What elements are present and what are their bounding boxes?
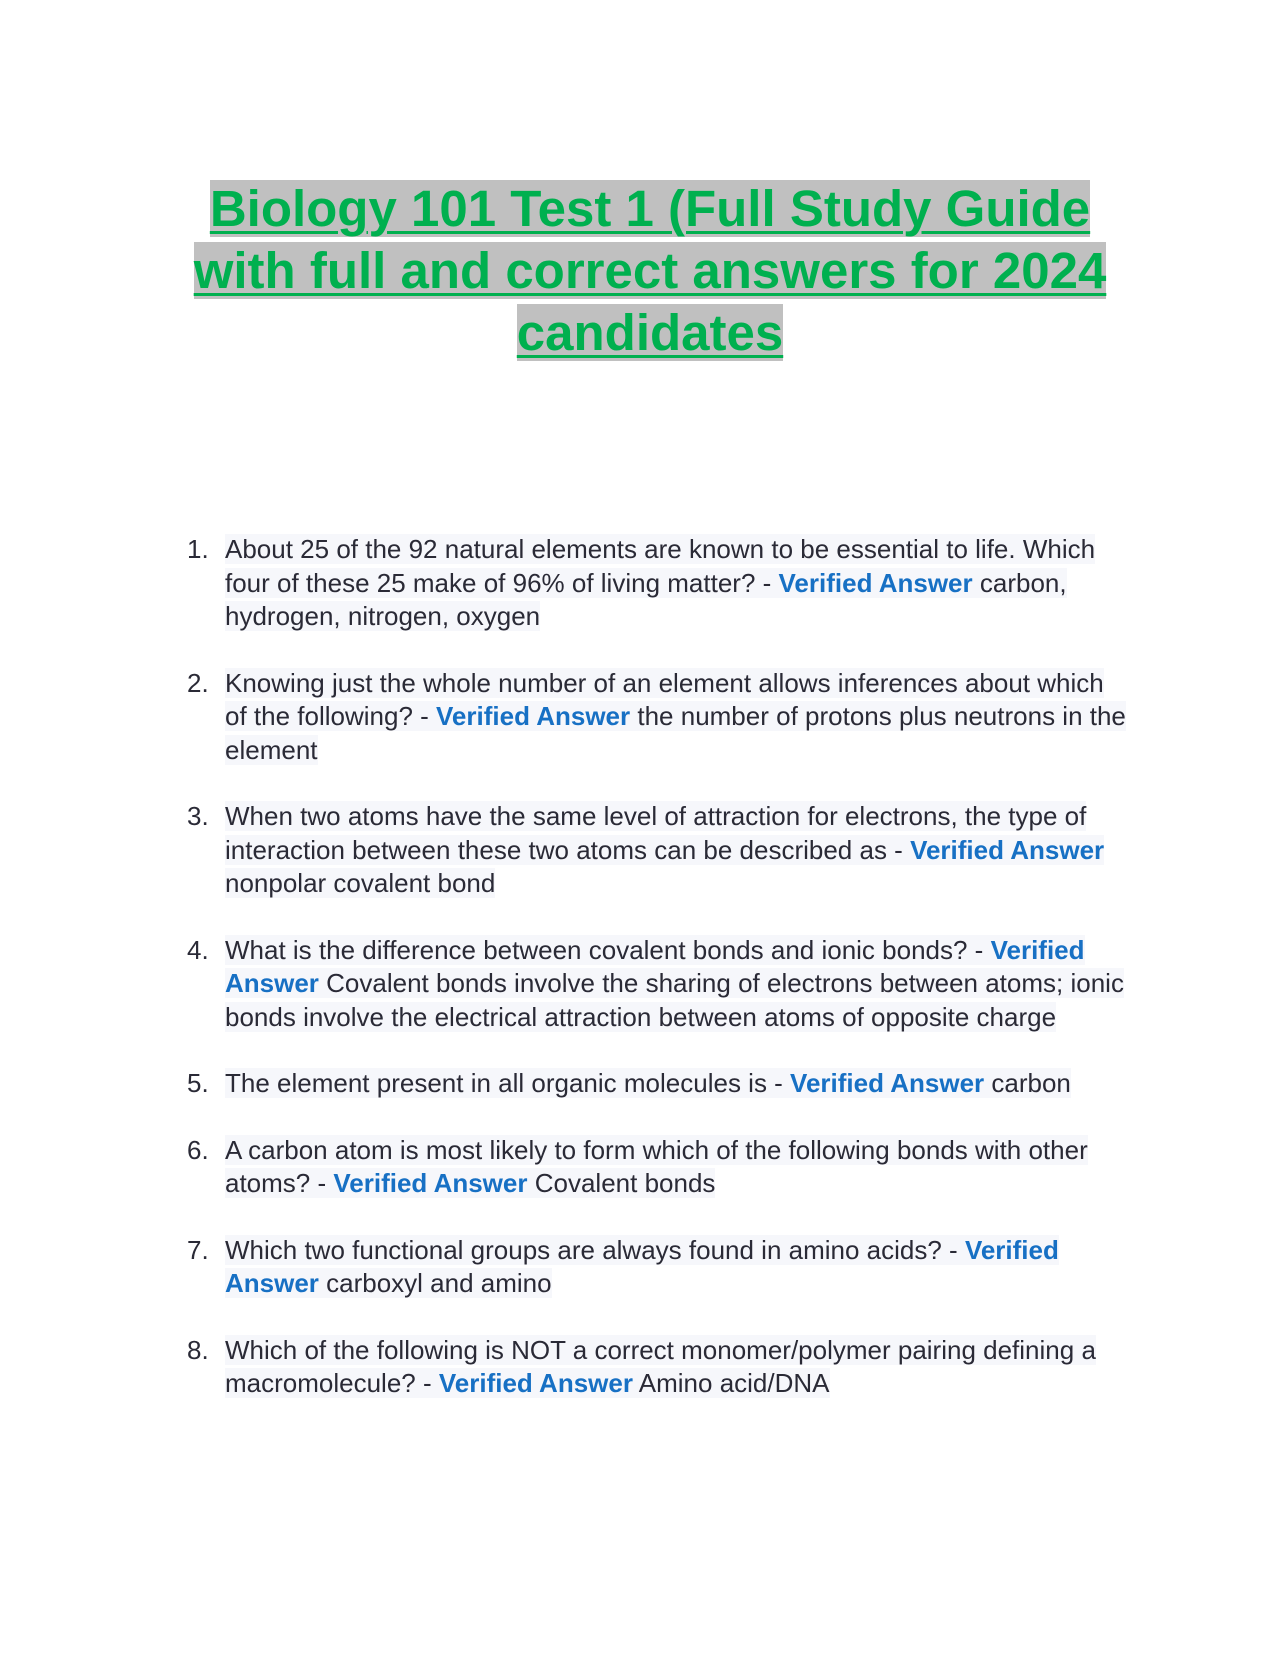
question-body xyxy=(225,935,1124,1032)
document-title xyxy=(180,178,1120,364)
question-item-1 xyxy=(170,533,1130,634)
question-text: What is the difference between covalent bonds and ionic bonds? - xyxy=(225,934,991,965)
question-item-2 xyxy=(170,667,1130,768)
answer-text: the number of protons plus neutrons in the element xyxy=(225,701,1126,765)
question-body xyxy=(225,534,1095,631)
answer-text: carboxyl and amino xyxy=(318,1268,552,1298)
question-number: 1. xyxy=(187,534,209,564)
verified-answer-label: Verified Answer xyxy=(790,1068,985,1098)
answer-text: Amino acid/DNA xyxy=(632,1368,830,1398)
question-number: 8. xyxy=(187,1334,209,1365)
answer-text: Covalent bonds xyxy=(527,1168,716,1198)
question-number: 4. xyxy=(187,934,209,965)
question-item-5 xyxy=(170,1067,1130,1101)
question-text: Knowing just the whole number of an element allows inferences about which of the following? - xyxy=(225,667,1104,731)
question-item-3 xyxy=(170,800,1130,901)
verified-answer-label: Verified Answer xyxy=(436,701,631,731)
question-number: 2. xyxy=(187,667,209,698)
question-item-4 xyxy=(170,934,1130,1035)
question-number: 7. xyxy=(187,1234,209,1265)
document-title-text: Biology 101 Test 1 (Full Study Guide with full and correct answers for 2024 candidates xyxy=(193,180,1107,361)
question-body xyxy=(225,668,1126,765)
question-number: 5. xyxy=(187,1068,209,1098)
answer-text: Covalent bonds involve the sharing of electrons between atoms; ionic bonds involve the electrical attraction between atoms of opposite charge xyxy=(225,968,1124,1032)
question-number: 3. xyxy=(187,801,209,831)
answer-text: carbon xyxy=(984,1068,1071,1098)
question-text: Which of the following is NOT a correct monomer/polymer pairing defining a macromolecule? - xyxy=(225,1334,1096,1398)
verified-answer-label: Verified Answer xyxy=(778,567,973,598)
question-body xyxy=(225,1235,1059,1299)
question-item-7 xyxy=(170,1234,1130,1301)
question-number: 6. xyxy=(187,1134,209,1165)
answer-text: carbon, hydrogen, nitrogen, oxygen xyxy=(225,567,1067,631)
verified-answer-label: Verified Answer xyxy=(910,834,1105,865)
question-body xyxy=(225,801,1104,898)
verified-answer-label: Verified Answer xyxy=(333,1168,528,1198)
question-item-6 xyxy=(170,1134,1130,1201)
question-list xyxy=(170,533,1130,1434)
verified-answer-label: Verified Answer xyxy=(225,934,1085,998)
question-item-8 xyxy=(170,1334,1130,1401)
question-text: About 25 of the 92 natural elements are known to be essential to life. Which four of these 25 make of 96% of living matter? - xyxy=(225,534,1096,598)
question-body xyxy=(225,1135,1088,1199)
answer-text: nonpolar covalent bond xyxy=(225,868,496,898)
verified-answer-label: Verified Answer xyxy=(438,1368,633,1398)
question-text: The element present in all organic molecules is - xyxy=(225,1068,791,1098)
question-text: When two atoms have the same level of attraction for electrons, the type of interaction between these two atoms can be described as - xyxy=(225,801,1087,865)
verified-answer-label: Verified Answer xyxy=(225,1234,1059,1298)
question-body xyxy=(225,1335,1096,1399)
question-text: Which two functional groups are always found in amino acids? - xyxy=(225,1234,965,1265)
question-body xyxy=(225,1068,1071,1098)
question-text: A carbon atom is most likely to form which of the following bonds with other atoms? - xyxy=(225,1134,1088,1198)
